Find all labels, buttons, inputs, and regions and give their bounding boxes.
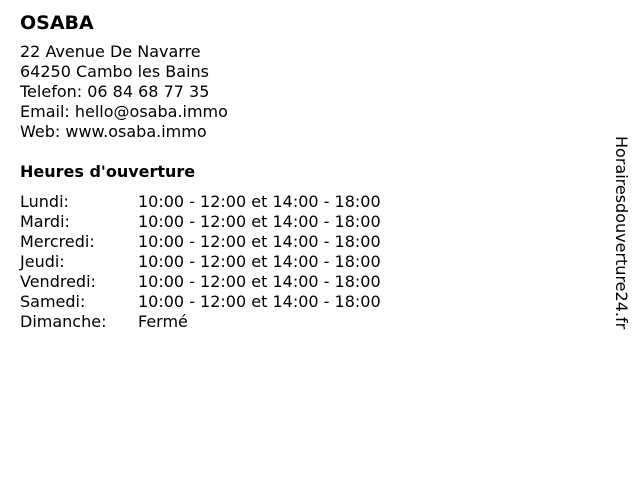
day-hours: 10:00 - 12:00 et 14:00 - 18:00 <box>138 272 381 291</box>
business-card <box>20 10 580 332</box>
city-postal-code: 64250 Cambo les Bains <box>20 62 209 81</box>
opening-hours-heading: Heures d'ouverture <box>20 162 196 181</box>
day-label: Mardi: <box>20 212 70 231</box>
hours-row-saturday <box>20 292 580 312</box>
hours-row-wednesday <box>20 232 580 252</box>
day-label: Vendredi: <box>20 272 96 291</box>
street-address: 22 Avenue De Navarre <box>20 42 201 61</box>
hours-row-thursday <box>20 252 580 272</box>
hours-row-monday <box>20 192 580 212</box>
day-label: Dimanche: <box>20 312 107 331</box>
email-line: Email: hello@osaba.immo <box>20 102 228 121</box>
day-hours: Fermé <box>138 312 188 331</box>
day-label: Jeudi: <box>20 252 65 271</box>
day-hours: 10:00 - 12:00 et 14:00 - 18:00 <box>138 252 381 271</box>
day-hours: 10:00 - 12:00 et 14:00 - 18:00 <box>138 232 381 251</box>
day-hours: 10:00 - 12:00 et 14:00 - 18:00 <box>138 292 381 311</box>
day-label: Samedi: <box>20 292 86 311</box>
hours-row-friday <box>20 272 580 292</box>
business-name: OSABA <box>20 12 94 34</box>
day-label: Mercredi: <box>20 232 95 251</box>
site-watermark-text: Horairesdouverture24.fr <box>612 136 631 330</box>
site-watermark-link[interactable] <box>610 136 632 346</box>
day-hours: 10:00 - 12:00 et 14:00 - 18:00 <box>138 212 381 231</box>
day-label: Lundi: <box>20 192 69 211</box>
web-line: Web: www.osaba.immo <box>20 122 207 141</box>
hours-row-tuesday <box>20 212 580 232</box>
day-hours: 10:00 - 12:00 et 14:00 - 18:00 <box>138 192 381 211</box>
hours-row-sunday <box>20 312 580 332</box>
phone-line: Telefon: 06 84 68 77 35 <box>20 82 210 101</box>
